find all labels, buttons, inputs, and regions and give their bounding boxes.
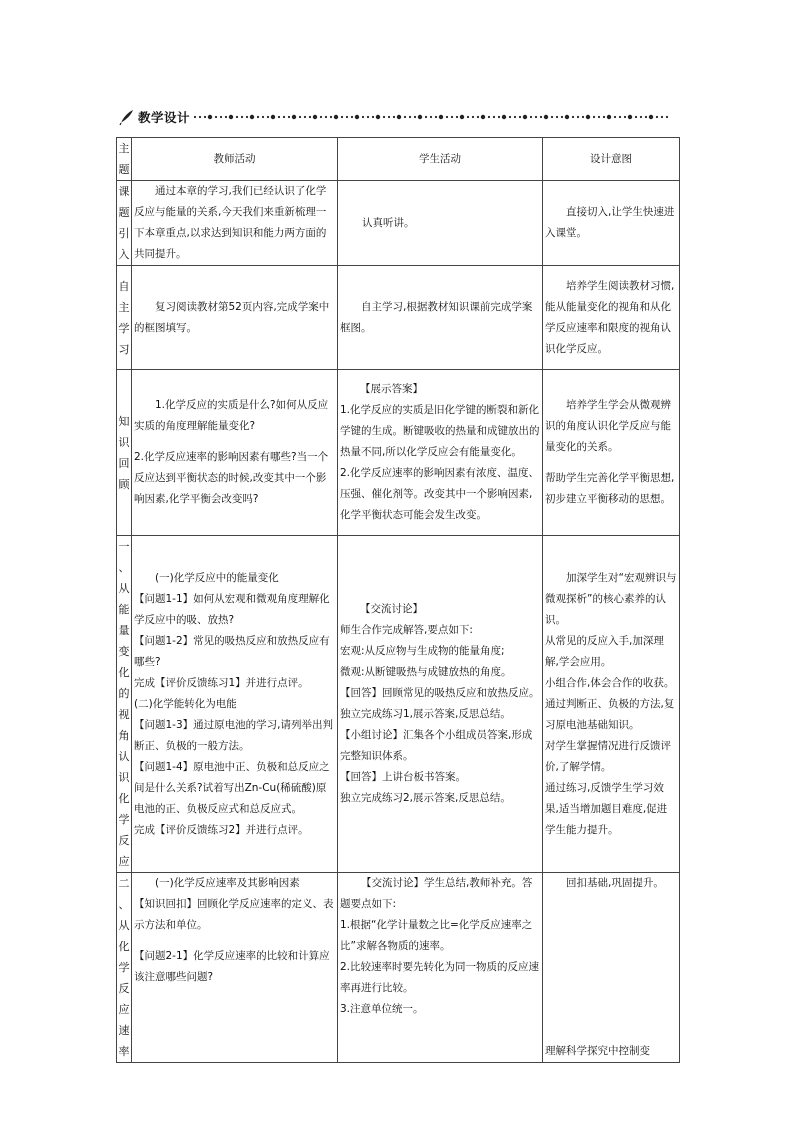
- divider-dot: [439, 115, 443, 119]
- teacher-text: 复习阅读教材第52页内容,完成学案中的框图填写。: [134, 300, 330, 334]
- divider-dot: [229, 115, 233, 119]
- divider-dot: [355, 115, 359, 119]
- intent-text: 理解科学探究中控制变: [545, 1045, 650, 1057]
- teacher-question-1: 1.化学反应的实质是什么?如何从反应实质的角度理解能量变化?: [134, 399, 329, 432]
- divider-dot: [351, 116, 353, 118]
- topic-char: 速: [118, 1024, 130, 1037]
- topic-cell: [117, 181, 132, 266]
- topic-char: 、: [118, 898, 130, 911]
- student-text: 认真听讲。: [362, 216, 415, 229]
- intent-text: 对学生掌握情况进行反馈评价,了解学情。: [545, 739, 671, 773]
- column-header-teacher: 教师活动: [132, 138, 338, 181]
- divider-dot: [586, 115, 590, 119]
- divider-dot: [271, 115, 275, 119]
- intent-text: 通过练习,反馈学生学习效果,适当增加题目难度,促进学生能力提升。: [545, 781, 668, 836]
- teacher-text: 【问题1-1】如何从宏观和微观角度理解化学反应中的吸、放热?: [134, 592, 330, 626]
- divider-dot: [346, 116, 348, 118]
- topic-char: 化: [118, 666, 130, 679]
- intent-cell: [543, 536, 680, 873]
- teacher-text: 通过本章的学习,我们已经认识了化学反应与能量的关系,今天我们来重新梳理一下本章重点,以求达到知识和能力两方面的共同提升。: [134, 185, 327, 260]
- divider-dot: [467, 116, 469, 118]
- teacher-text: (一)化学反应中的能量变化: [155, 571, 279, 584]
- student-text: 宏观:从反应物与生成物的能量角度;: [340, 645, 505, 657]
- student-text: 1.根据“化学计量数之比=化学反应速率之比”求解各物质的速率。: [340, 919, 533, 952]
- divider-dot: [535, 116, 537, 118]
- intent-cell: [543, 181, 680, 266]
- divider-dot: [376, 115, 380, 119]
- topic-char: 回: [118, 456, 130, 470]
- divider-dot: [572, 116, 574, 118]
- topic-cell: [117, 370, 132, 536]
- divider-dot: [460, 115, 464, 119]
- student-text: 2.比较速率时要先转化为同一物质的反应速率再进行比较。: [340, 961, 540, 994]
- divider-dot: [362, 116, 364, 118]
- divider-dot: [288, 116, 290, 118]
- column-header-topic: [117, 138, 132, 181]
- intent-text: 培养学生阅读教材习惯,能从能量变化的视角和从化学反应速率和限度的视角认识化学反应。: [545, 279, 675, 355]
- topic-char: 变: [118, 645, 130, 658]
- topic-char: 识: [118, 771, 130, 784]
- divider-dot: [241, 116, 243, 118]
- divider-dot: [502, 115, 506, 119]
- student-text: 自主学习,根据教材知识课前完成学案框图。: [340, 300, 533, 334]
- student-answer-2: 2.化学反应速率的影响因素有浓度、温度、压强、催化剂等。改变其中一个影响因素,化学平衡状态可能会发生改变。: [340, 467, 540, 521]
- table-header-row: [117, 138, 680, 181]
- intent-text: 通过判断正、负极的方法,复习原电池基础知识。: [545, 697, 675, 731]
- divider-dot: [656, 116, 658, 118]
- student-text: 【交流讨论】: [360, 603, 423, 615]
- intent-cell: [543, 873, 680, 1063]
- teacher-text: (二)化学能转化为电能: [134, 697, 237, 710]
- teacher-cell: [132, 370, 338, 536]
- topic-char: 能: [118, 603, 130, 616]
- topic-char: 一: [118, 540, 130, 553]
- topic-char: 知: [118, 414, 130, 428]
- divider-dot: [456, 116, 458, 118]
- topic-char: 角: [118, 729, 130, 742]
- divider-dot: [341, 116, 343, 118]
- topic-char: 从: [118, 582, 130, 595]
- student-text: 【小组讨论】汇集各个小组成员答案,形成完整知识体系。: [340, 729, 533, 762]
- divider-dot: [414, 116, 416, 118]
- divider-dot: [509, 116, 511, 118]
- divider-dot: [304, 116, 306, 118]
- topic-char: 反: [118, 982, 130, 995]
- divider-dot: [330, 116, 332, 118]
- divider-dot: [430, 116, 432, 118]
- intent-text: 培养学生学会从微观辨识的角度认识化学反应与能量变化的关系。: [545, 399, 671, 453]
- topic-char: 从: [118, 919, 130, 932]
- student-cell: [338, 873, 543, 1063]
- divider-dot: [514, 116, 516, 118]
- topic-char: 认: [118, 750, 130, 763]
- topic-char: 化: [118, 792, 130, 805]
- divider-dot: [292, 115, 296, 119]
- divider-dot: [628, 115, 632, 119]
- divider-dot: [250, 115, 254, 119]
- intent-cell: [543, 370, 680, 536]
- divider-dot: [267, 116, 269, 118]
- divider-dot: [640, 116, 642, 118]
- divider-dot: [544, 115, 548, 119]
- divider-dot: [393, 116, 395, 118]
- topic-cell: [117, 266, 132, 370]
- teacher-cell: [132, 873, 338, 1063]
- topic-char: 二: [118, 877, 130, 890]
- teacher-text: (一)化学反应速率及其影响因素: [155, 877, 300, 889]
- topic-char: 反: [118, 834, 130, 847]
- table-row: [117, 873, 680, 1063]
- teacher-text: 【问题1-2】常见的吸热反应和放热反应有哪些?: [134, 634, 330, 668]
- divider-dot: [372, 116, 374, 118]
- divider-dot: [619, 116, 621, 118]
- divider-dot: [540, 116, 542, 118]
- teacher-text: 【知识回扣】回顾化学反应速率的定义、表示方法和单位。: [134, 898, 334, 931]
- divider-dot: [645, 116, 647, 118]
- divider-dot: [607, 115, 611, 119]
- divider-dot: [278, 116, 280, 118]
- divider-dot: [523, 115, 527, 119]
- divider-dot: [561, 116, 563, 118]
- divider-dot: [262, 116, 264, 118]
- divider-dot: [661, 116, 663, 118]
- divider-dot: [425, 116, 427, 118]
- divider-dot: [446, 116, 448, 118]
- divider-dot: [577, 116, 579, 118]
- table-row: [117, 370, 680, 536]
- divider-dot: [199, 116, 201, 118]
- section-header: [118, 106, 678, 128]
- column-header-intent: 设计意图: [543, 138, 680, 181]
- topic-char: 题: [118, 206, 130, 219]
- divider-dot: [598, 116, 600, 118]
- divider-dot: [257, 116, 259, 118]
- divider-dot: [435, 116, 437, 118]
- intent-text: 帮助学生完善化学平衡思想,初步建立平衡移动的思想。: [545, 472, 675, 505]
- divider-dot: [246, 116, 248, 118]
- divider-dot: [225, 116, 227, 118]
- table-row: [117, 536, 680, 873]
- divider-dot: [582, 116, 584, 118]
- divider-dot: [488, 116, 490, 118]
- divider-dot: [635, 116, 637, 118]
- divider-dot: [498, 116, 500, 118]
- topic-char: 学: [118, 961, 130, 974]
- topic-char: 识: [118, 435, 130, 449]
- topic-char: 题: [118, 163, 130, 176]
- table-row: [117, 181, 680, 266]
- topic-char: 化: [118, 940, 130, 953]
- topic-cell: [117, 536, 132, 873]
- topic-char: 主: [118, 300, 130, 314]
- teacher-cell: [132, 536, 338, 873]
- table-row: [117, 266, 680, 370]
- student-text: 独立完成练习1,展示答案,反思总结。: [340, 708, 511, 720]
- pen-icon: [118, 108, 136, 126]
- divider-dot: [325, 116, 327, 118]
- topic-char: 引: [118, 227, 130, 240]
- student-text: 【回答】上讲台板书答案。: [340, 771, 466, 783]
- intent-text: 小组合作,体会合作的收获。: [545, 676, 675, 689]
- divider-dot: [194, 116, 196, 118]
- topic-char: 率: [118, 1045, 130, 1058]
- student-text: 微观:从断键吸热与成键放热的角度。: [340, 666, 512, 678]
- divider-dot: [472, 116, 474, 118]
- teacher-text: 完成【评价反馈练习2】并进行点评。: [134, 823, 309, 836]
- student-text: 独立完成练习2,展示答案,反思总结。: [340, 792, 511, 804]
- divider-dot: [624, 116, 626, 118]
- divider-dot: [493, 116, 495, 118]
- divider-dot: [208, 115, 212, 119]
- topic-char: 应: [118, 855, 130, 868]
- topic-char: 应: [118, 1003, 130, 1016]
- divider-dot: [666, 116, 668, 118]
- student-label: 【展示答案】: [360, 383, 423, 395]
- teacher-text: 【问题1-3】通过原电池的学习,请列举出判断正、负极的一般方法。: [134, 718, 333, 752]
- divider-dot: [556, 116, 558, 118]
- teacher-text: 完成【评价反馈练习1】并进行点评。: [134, 676, 309, 689]
- student-cell: [338, 536, 543, 873]
- divider-dot: [309, 116, 311, 118]
- divider-dot: [530, 116, 532, 118]
- intent-text: 直接切入,让学生快速进入课堂。: [545, 206, 675, 239]
- intent-text: 加深学生对“宏观辨识与微观探析”的核心素养的认识。: [545, 571, 677, 626]
- intent-cell: [543, 266, 680, 370]
- header-title: 教学设计: [138, 110, 191, 125]
- divider-dot: [451, 116, 453, 118]
- lesson-plan-table: [116, 137, 680, 1063]
- topic-char: 学: [118, 813, 130, 826]
- topic-char: 习: [118, 342, 130, 356]
- divider-dot: [409, 116, 411, 118]
- divider-dot: [320, 116, 322, 118]
- student-cell: [338, 370, 543, 536]
- divider-dot: [283, 116, 285, 118]
- divider-dot: [603, 116, 605, 118]
- student-cell: [338, 181, 543, 266]
- column-header-student: 学生活动: [338, 138, 543, 181]
- topic-char: 顾: [118, 477, 130, 491]
- divider-dot: [334, 115, 338, 119]
- student-answer-1: 1.化学反应的实质是旧化学键的断裂和新化学键的生成。断键吸收的热量和成键放出的热量不同,所以化学反应会有能量变化。: [340, 404, 540, 458]
- divider-dot: [593, 116, 595, 118]
- divider-dot: [649, 115, 653, 119]
- teacher-cell: [132, 181, 338, 266]
- divider-dot: [215, 116, 217, 118]
- topic-char: 课: [118, 185, 130, 198]
- topic-char: 入: [118, 248, 130, 261]
- teacher-question-2: 2.化学反应速率的影响因素有哪些?当一个反应达到平衡状态的时候,改变其中一个影响因素,化学平衡会改变吗?: [134, 451, 329, 505]
- teacher-text: 【问题2-1】化学反应速率的比较和计算应该注意哪些问题?: [134, 950, 330, 983]
- divider-dot: [565, 115, 569, 119]
- divider-dot: [418, 115, 422, 119]
- intent-text: 从常见的反应入手,加深理解,学会应用。: [545, 634, 664, 668]
- divider-dot: [551, 116, 553, 118]
- divider-dot: [397, 115, 401, 119]
- teacher-cell: [132, 266, 338, 370]
- topic-char: 视: [118, 708, 130, 721]
- topic-cell: [117, 873, 132, 1063]
- dotted-divider: [192, 112, 678, 122]
- teacher-text: 【问题1-4】原电池中正、负极和总反应之间是什么关系?试着写出Zn-Cu(稀硫酸)原电池的正、负极反应式和总反应式。: [134, 760, 330, 815]
- topic-char: 、: [118, 561, 130, 574]
- student-text: 师生合作完成解答,要点如下:: [340, 624, 473, 636]
- student-text: 【交流讨论】学生总结,教师补充。答题要点如下:: [340, 877, 533, 910]
- divider-dot: [477, 116, 479, 118]
- student-text: 3.注意单位统一。: [340, 1003, 424, 1015]
- topic-char: 学: [118, 321, 130, 335]
- divider-dot: [383, 116, 385, 118]
- divider-dot: [614, 116, 616, 118]
- topic-char: 自: [118, 279, 130, 293]
- divider-dot: [481, 115, 485, 119]
- divider-dot: [236, 116, 238, 118]
- divider-dot: [313, 115, 317, 119]
- student-text: 【回答】回顾常见的吸热反应和放热反应。: [340, 687, 540, 699]
- divider-dot: [204, 116, 206, 118]
- divider-dot: [220, 116, 222, 118]
- divider-dot: [388, 116, 390, 118]
- divider-dot: [404, 116, 406, 118]
- divider-dot: [367, 116, 369, 118]
- divider-dot: [519, 116, 521, 118]
- topic-char: 主: [118, 142, 130, 155]
- intent-text: 回扣基础,巩固提升。: [566, 877, 664, 889]
- divider-dot: [299, 116, 301, 118]
- student-cell: [338, 266, 543, 370]
- topic-char: 的: [118, 687, 130, 700]
- topic-char: 量: [118, 624, 130, 637]
